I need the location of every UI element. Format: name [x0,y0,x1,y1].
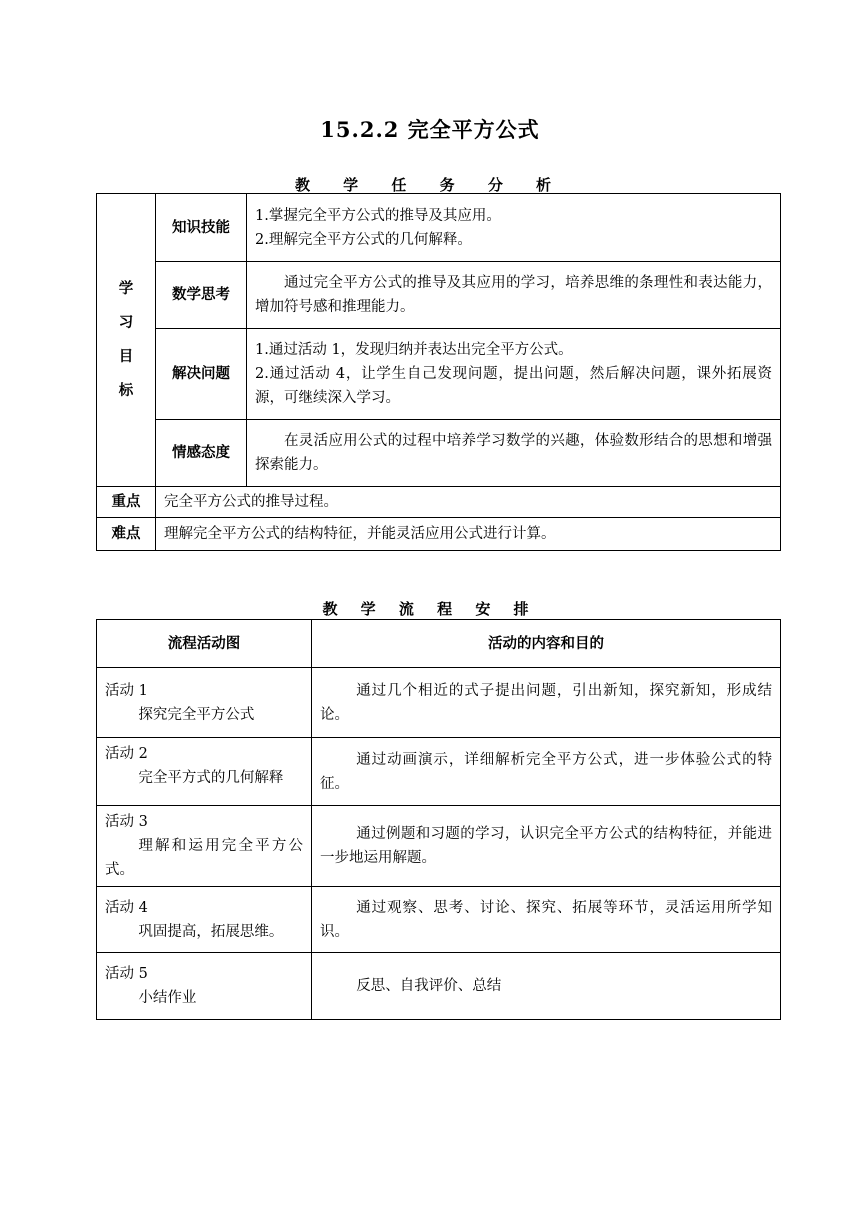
activity-cell [97,887,312,953]
activity-name: 完全平方式的几何解释 [138,770,284,786]
goal-content: 在灵活应用公式的过程中培养学习数学的兴趣，体验数形结合的思想和增强探索能力。 [247,420,781,487]
page-title: 15.2.2 完全平方公式 [320,117,540,142]
activity-name: 探究完全平方公式 [138,706,255,723]
difficulty-label: 难点 [97,518,156,551]
section-heading-teaching-flow: 教 学 流 程 安 排 [322,600,538,618]
activity-content-text: 通过例题和习题的学习，认识完全平方公式的结构特征，并能进一步地运用解题。 [320,826,772,866]
key-point-label: 重点 [97,487,156,518]
activity-cell [97,953,312,1020]
goal-label: 知识技能 [156,194,247,262]
table-row [97,738,781,806]
activity-number: 活动 4 [105,899,148,916]
activity-content [312,887,781,953]
difficulty-text: 理解完全平方公式的结构特征，并能灵活应用公式进行计算。 [156,518,781,551]
table-row [97,887,781,953]
activity-content [312,806,781,887]
activity-name: 小结作业 [138,990,197,1006]
side-label-char: 学 [118,280,134,297]
activity-content-text: 反思、自我评价、总结 [356,978,502,994]
side-label-char: 习 [118,314,134,331]
activity-content [312,738,781,806]
table-row [97,194,781,262]
activity-number: 活动 1 [105,682,148,699]
table-header-row [97,620,781,668]
activity-name: 巩固提高，拓展思维。 [138,923,284,940]
goal-label: 解决问题 [156,329,247,420]
table-row [97,806,781,887]
task-analysis-table [96,193,781,551]
goal-line: 1.通过活动 1，发现归纳并表达出完全平方公式。 [255,342,573,358]
activity-number: 活动 3 [105,814,148,830]
side-label-char: 标 [118,382,134,399]
table-row [97,487,781,518]
learning-goals-label [97,194,156,487]
table-row [97,953,781,1020]
activity-content-text: 通过几个相近的式子提出问题，引出新知，探究新知，形成结论。 [320,682,772,723]
goal-content: 通过完全平方公式的推导及其应用的学习，培养思维的条理性和表达能力，增加符号感和推理能力。 [247,262,781,329]
activity-cell [97,668,312,738]
section-heading-task-analysis: 教 学 任 务 分 析 [294,176,566,194]
activity-number: 活动 2 [105,746,148,762]
goal-label: 数学思考 [156,262,247,329]
activity-content [312,668,781,738]
column-header: 活动的内容和目的 [312,620,781,668]
activity-content-text: 通过观察、思考、讨论、探究、拓展等环节，灵活运用所学知识。 [320,899,772,940]
table-row [97,668,781,738]
goal-label: 情感态度 [156,420,247,487]
side-label-char: 目 [118,348,134,365]
column-header: 流程活动图 [97,620,312,668]
activity-content-text: 通过动画演示，详细解析完全平方公式，进一步体验公式的特征。 [320,751,772,792]
table-row [97,518,781,551]
key-point-text: 完全平方公式的推导过程。 [156,487,781,518]
goal-line: 2.通过活动 4，让学生自己发现问题，提出问题，然后解决问题，课外拓展资源，可继续深入学习。 [255,366,772,406]
goal-content [247,329,781,420]
goal-line: 1.掌握完全平方公式的推导及其应用。 [255,207,501,224]
activity-number: 活动 5 [105,966,148,982]
activity-cell [97,738,312,806]
activity-content [312,953,781,1020]
goal-line: 2.理解完全平方公式的几何解释。 [255,231,472,248]
activity-cell [97,806,312,887]
teaching-flow-table [96,619,781,1020]
activity-name: 理解和运用完全平方公式。 [105,838,303,878]
table-row [97,262,781,329]
goal-content [247,194,781,262]
table-row [97,420,781,487]
table-row [97,329,781,420]
